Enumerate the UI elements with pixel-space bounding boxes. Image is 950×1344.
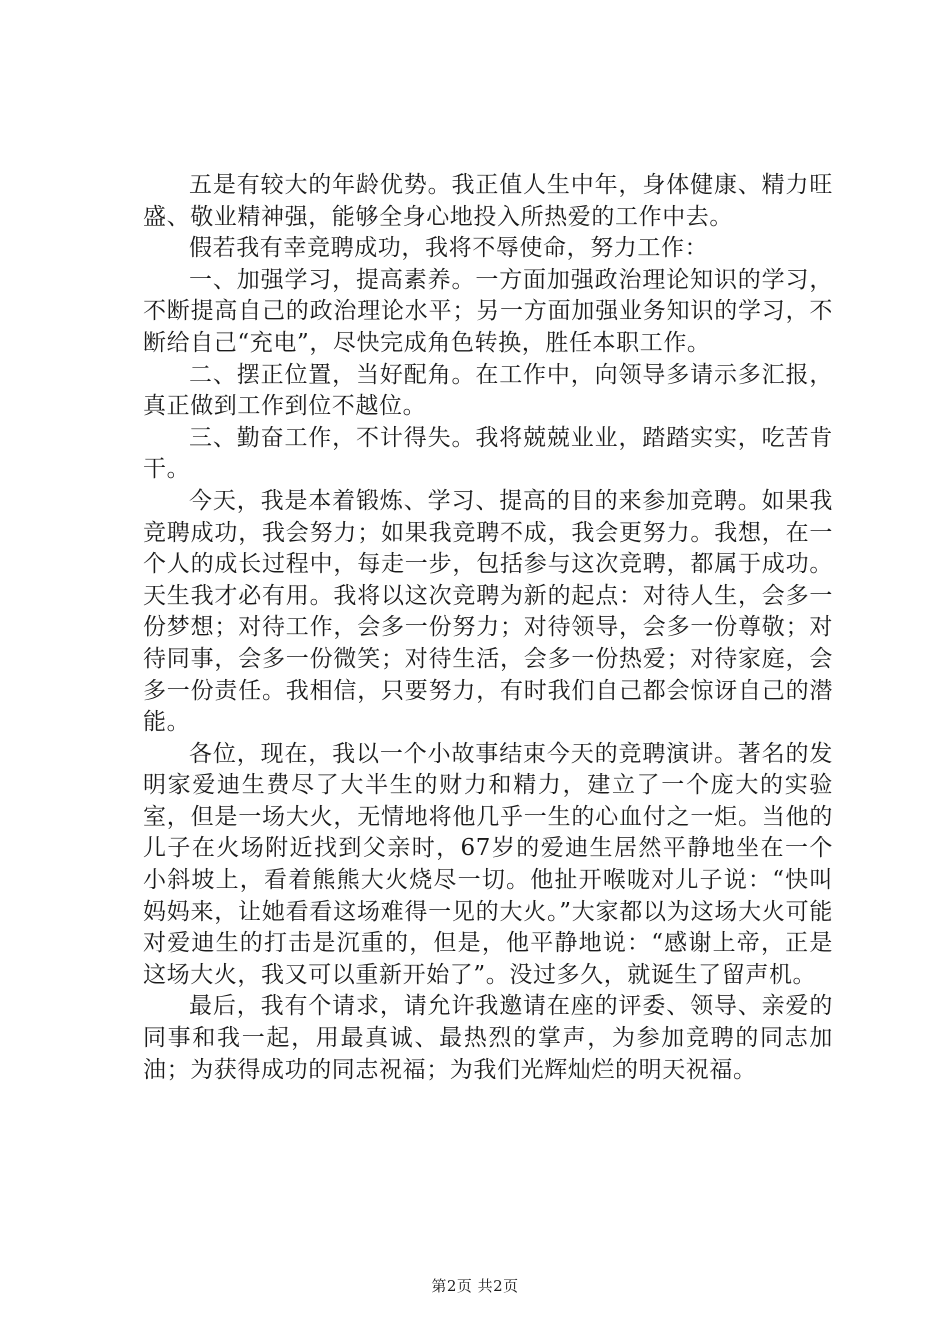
page-number-footer: 第2页 共2页 bbox=[431, 1277, 519, 1295]
paragraph-today: 今天，我是本着锻炼、学习、提高的目的来参加竞聘。如果我竞聘成功，我会努力；如果我竞聘不成，我会更努力。我想，在一个人的成长过程中，每走一步，包括参与这次竞聘，都属于成功。天生我才必有用。我将以这次竞聘为新的起点：对待人生，会多一份梦想；对待工作，会多一份努力；对待领导，会多一份尊敬；对待同事，会多一份微笑；对待生活，会多一份热爱；对待家庭，会多一份责任。我相信，只要努力，有时我们自己都会惊讶自己的潜能。 bbox=[143, 487, 833, 736]
paragraph-point-three: 三、勤奋工作，不计得失。我将兢兢业业，踏踏实实，吃苦肯干。 bbox=[143, 424, 833, 483]
paragraph-point-one: 一、加强学习，提高素养。一方面加强政治理论知识的学习，不断提高自己的政治理论水平；另一方面加强业务知识的学习，不断给自己“充电”，尽快完成角色转换，胜任本职工作。 bbox=[143, 266, 833, 356]
paragraph-commitment-intro: 假若我有幸竞聘成功，我将不辱使命，努力工作： bbox=[189, 235, 709, 262]
document-body bbox=[143, 170, 833, 1086]
paragraph-closing: 最后，我有个请求，请允许我邀请在座的评委、领导、亲爱的同事和我一起，用最真诚、最热烈的掌声，为参加竞聘的同志加油；为获得成功的同志祝福；为我们光辉灿烂的明天祝福。 bbox=[143, 993, 833, 1083]
paragraph-point-two: 二、摆正位置，当好配角。在工作中，向领导多请示多汇报，真正做到工作到位不越位。 bbox=[143, 361, 833, 420]
paragraph-edison-story: 各位，现在，我以一个小故事结束今天的竞聘演讲。著名的发明家爱迪生费尽了大半生的财力和精力，建立了一个庞大的实验室，但是一场大火，无情地将他几乎一生的心血付之一炬。当他的儿子在火场附近找到父亲时，67岁的爱迪生居然平静地坐在一个小斜坡上，看着熊熊大火烧尽一切。他扯开喉咙对儿子说：“快叫妈妈来，让她看看这场难得一见的大火。”大家都以为这场大火可能对爱迪生的打击是沉重的，但是，他平静地说：“感谢上帝，正是这场大火，我又可以重新开始了”。没过多久，就诞生了留声机。 bbox=[143, 740, 833, 988]
paragraph-age-advantage: 五是有较大的年龄优势。我正值人生中年，身体健康、精力旺盛、敬业精神强，能够全身心地投入所热爱的工作中去。 bbox=[143, 172, 833, 230]
